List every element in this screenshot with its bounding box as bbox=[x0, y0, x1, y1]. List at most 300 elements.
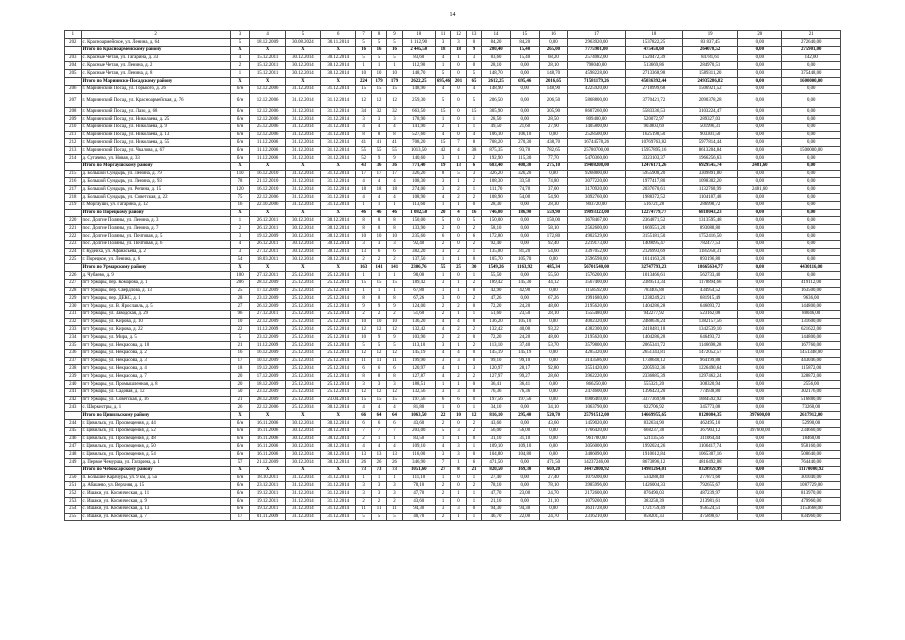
table-cell: 8 bbox=[466, 139, 481, 147]
table-cell: 76,36 bbox=[482, 388, 511, 396]
table-cell: 1966256,63 bbox=[683, 154, 738, 162]
table-cell: 19 bbox=[435, 162, 450, 170]
table-cell: 475458,60 bbox=[625, 46, 682, 54]
table-cell: 27 bbox=[230, 303, 250, 311]
table-cell: б/н bbox=[230, 482, 250, 490]
table-cell: 520,70 bbox=[539, 412, 568, 420]
table-cell: 893088,80 bbox=[683, 225, 738, 233]
table-cell: 1 bbox=[435, 256, 450, 264]
table-cell: 2481,60 bbox=[738, 162, 782, 170]
table-cell: 64 bbox=[371, 412, 386, 420]
table-cell: 110 bbox=[230, 170, 250, 178]
table-cell: 12274779,77 bbox=[625, 209, 682, 217]
table-cell: 264078,52 bbox=[683, 46, 738, 54]
table-cell: 26.12.2011 bbox=[250, 240, 285, 248]
table-row bbox=[65, 443, 841, 451]
table-cell: 8673896,12 bbox=[625, 459, 682, 467]
table-cell: 15957895,16 bbox=[625, 147, 682, 155]
table-row bbox=[65, 240, 841, 248]
table-cell: 2556,00 bbox=[782, 381, 841, 389]
table-cell: 12 bbox=[356, 326, 371, 334]
table-cell: 22.10.2006 bbox=[250, 201, 285, 209]
table-cell: 46,70 bbox=[482, 513, 511, 521]
table-cell: 11.12.2006 bbox=[250, 154, 285, 162]
table-cell: 140,60 bbox=[402, 154, 435, 162]
table-cell: 24,20 bbox=[510, 303, 539, 311]
table-cell: 230 bbox=[65, 303, 82, 311]
table-cell: 12 bbox=[371, 349, 386, 357]
table-cell: 19 bbox=[683, 31, 738, 39]
table-cell: 84,20 bbox=[482, 39, 511, 47]
table-cell: X bbox=[250, 46, 285, 54]
table-cell: 265,00 bbox=[539, 46, 568, 54]
table-cell: 235 bbox=[65, 342, 82, 350]
table-cell: 0,00 bbox=[738, 139, 782, 147]
table-cell: 0 bbox=[451, 108, 466, 116]
table-cell: 30.12.2014 bbox=[321, 427, 356, 435]
table-cell: 30.12.2014 bbox=[321, 70, 356, 78]
table-cell: 250 bbox=[65, 474, 82, 482]
table-cell: 52990,00 bbox=[782, 420, 841, 428]
table-cell: 21 bbox=[230, 342, 250, 350]
table-cell: 0,00 bbox=[738, 482, 782, 490]
table-cell: б/н bbox=[230, 139, 250, 147]
table-cell: пгт Урмары, ул. Кирова, д. 10 bbox=[81, 318, 230, 326]
table-cell: д. Сугачево, ул. Новая, д. 33 bbox=[81, 154, 230, 162]
table-cell: 55 bbox=[371, 147, 386, 155]
table-cell: 9 bbox=[356, 303, 371, 311]
table-cell: X bbox=[285, 77, 320, 85]
table-cell: 224 bbox=[65, 248, 82, 256]
table-cell: 11 bbox=[387, 357, 402, 365]
table-cell: 0,00 bbox=[539, 427, 568, 435]
table-row bbox=[65, 381, 841, 389]
table-cell: 0,00 bbox=[738, 209, 782, 217]
table-cell: 20 bbox=[230, 373, 250, 381]
table-cell: 6 bbox=[451, 396, 466, 404]
table-cell: 15.12.2011 bbox=[250, 70, 285, 78]
table-cell: 66 bbox=[356, 412, 371, 420]
table-cell: 0,00 bbox=[782, 271, 841, 279]
table-cell: 19.12.2011 bbox=[250, 505, 285, 513]
table-cell: пос. Долгие Поляны, ул. Ленина, д. 7 bbox=[81, 225, 230, 233]
table-cell: 1146698,28 bbox=[683, 342, 738, 350]
table-cell: 1 bbox=[451, 54, 466, 62]
table-cell: 18460,00 bbox=[782, 435, 841, 443]
table-cell: 48,00 bbox=[539, 303, 568, 311]
table-cell: 3 bbox=[466, 170, 481, 178]
table-cell: 2065341,72 bbox=[625, 342, 682, 350]
table-cell: 3 bbox=[435, 342, 450, 350]
table-cell: 1 bbox=[371, 271, 386, 279]
table-cell: 21 bbox=[466, 466, 481, 474]
table-cell: 3 bbox=[387, 381, 402, 389]
table-cell: 17 bbox=[230, 513, 250, 521]
table-cell: пгт Урмары, пер. Комарова, д. 1 bbox=[81, 279, 230, 287]
table-cell: 0 bbox=[466, 505, 481, 513]
table-cell: 4 bbox=[435, 85, 450, 93]
table-cell: 13 bbox=[387, 451, 402, 459]
table-cell bbox=[65, 466, 82, 474]
table-cell: 903803,69 bbox=[625, 123, 682, 131]
table-cell: 31.12.2014 bbox=[321, 147, 356, 155]
table-cell: 78,10 bbox=[482, 482, 511, 490]
table-cell: 103,90 bbox=[402, 334, 435, 342]
table-cell: 485,34 bbox=[539, 264, 568, 272]
table-cell: 106,10 bbox=[482, 131, 511, 139]
table-cell: 30.12.2014 bbox=[285, 225, 320, 233]
table-cell: 3985996,00 bbox=[568, 482, 625, 490]
table-cell: 57 bbox=[230, 459, 250, 467]
table-cell: 113,10 bbox=[402, 342, 435, 350]
table-cell: 4 bbox=[451, 318, 466, 326]
table-cell: 30.12.2014 bbox=[321, 256, 356, 264]
table-cell: 43 bbox=[356, 162, 371, 170]
table-cell: 10 bbox=[356, 334, 371, 342]
table-cell: 0,00 bbox=[738, 443, 782, 451]
table-cell: 10 bbox=[371, 318, 386, 326]
table-cell: 30.12.2014 bbox=[321, 62, 356, 70]
table-cell: 12.12.2006 bbox=[250, 115, 285, 123]
table-cell: 1555480,00 bbox=[568, 310, 625, 318]
table-cell: 3 bbox=[435, 154, 450, 162]
table-cell: 46 bbox=[387, 209, 402, 217]
table-cell: п. Большие Карачуры, ул. 9 км, д. 5а bbox=[81, 474, 230, 482]
table-row bbox=[65, 131, 841, 139]
table-cell: 26 bbox=[387, 459, 402, 467]
table-cell: 2 bbox=[356, 435, 371, 443]
table-cell: 228 bbox=[65, 287, 82, 295]
table-cell: 145,19 bbox=[510, 349, 539, 357]
table-cell: 0,00 bbox=[782, 256, 841, 264]
table-row bbox=[65, 232, 841, 240]
table-cell: 0,00 bbox=[738, 123, 782, 131]
table-cell: 192,90 bbox=[482, 154, 511, 162]
table-cell: 31.12.2014 bbox=[285, 85, 320, 93]
table-cell: 0,00 bbox=[738, 287, 782, 295]
table-cell: 0 bbox=[466, 388, 481, 396]
table-cell: 208 bbox=[65, 108, 82, 116]
table-cell: пгт Урмары, ул. Советская, д. 16 bbox=[81, 396, 230, 404]
table-cell: 1451348,00 bbox=[782, 349, 841, 357]
table-cell: 203,00 bbox=[402, 427, 435, 435]
table-cell: 4382300,00 bbox=[568, 326, 625, 334]
table-cell: 31.12.2014 bbox=[285, 498, 320, 506]
table-cell: 3 bbox=[466, 365, 481, 373]
table-cell: 31.12.2014 bbox=[285, 115, 320, 123]
table-cell: д. Чубаево, д. 9 bbox=[81, 271, 230, 279]
table-cell: 92,40 bbox=[539, 240, 568, 248]
table-cell: 25.12.2014 bbox=[285, 334, 320, 342]
table-cell: 111,70 bbox=[482, 186, 511, 194]
table-cell: 1396423,20 bbox=[625, 388, 682, 396]
table-cell: 49,50 bbox=[482, 123, 511, 131]
table-cell: 0,00 bbox=[539, 357, 568, 365]
table-cell: 23.04.2014 bbox=[321, 396, 356, 404]
table-cell: 1 bbox=[466, 186, 481, 194]
table-cell: 0,00 bbox=[782, 108, 841, 116]
table-cell: 10 bbox=[371, 70, 386, 78]
table-cell: 14 bbox=[482, 31, 511, 39]
table-cell: 27,90 bbox=[539, 123, 568, 131]
table-cell: 3 bbox=[451, 39, 466, 47]
table-cell: 163 bbox=[356, 264, 371, 272]
table-cell: 179 bbox=[371, 77, 386, 85]
table-cell: 213 bbox=[65, 147, 82, 155]
table-cell: 2 bbox=[466, 326, 481, 334]
table-cell: 3 bbox=[356, 490, 371, 498]
table-cell: Итого по Цивильскому району bbox=[81, 412, 230, 420]
table-cell: 1 bbox=[435, 404, 450, 412]
table-row bbox=[65, 193, 841, 201]
table-cell: 903301,50 bbox=[683, 131, 738, 139]
table-cell: 2 bbox=[435, 482, 450, 490]
table-cell: 1 bbox=[387, 287, 402, 295]
table-cell: 20 bbox=[230, 381, 250, 389]
table-cell: X bbox=[250, 412, 285, 420]
table-cell: б/н bbox=[230, 108, 250, 116]
table-cell: 22.12.2006 bbox=[250, 404, 285, 412]
table-cell: 137,50 bbox=[402, 256, 435, 264]
table-cell: 0,00 bbox=[738, 62, 782, 70]
table-cell: 708,20 bbox=[482, 139, 511, 147]
table-cell: 15 bbox=[435, 108, 450, 116]
table-cell: 272640,00 bbox=[782, 39, 841, 47]
table-cell: 0,00 bbox=[782, 201, 841, 209]
table-cell: 12 bbox=[356, 388, 371, 396]
table-cell: 220 bbox=[65, 217, 82, 225]
table-cell: 1013466,61 bbox=[625, 271, 682, 279]
table-cell: 516880,00 bbox=[782, 396, 841, 404]
table-cell: 0,00 bbox=[539, 287, 568, 295]
table-cell: X bbox=[230, 162, 250, 170]
table-cell: 2 bbox=[451, 373, 466, 381]
table-cell: 2 bbox=[466, 279, 481, 287]
table-cell: 43,60 bbox=[402, 498, 435, 506]
table-cell: 210 bbox=[65, 123, 82, 131]
table-cell: 0,00 bbox=[782, 123, 841, 131]
table-cell: 99,27 bbox=[510, 373, 539, 381]
table-cell: 0,00 bbox=[738, 459, 782, 467]
table-cell: 17 bbox=[230, 357, 250, 365]
table-cell: 0 bbox=[466, 39, 481, 47]
table-cell: X bbox=[230, 466, 250, 474]
table-cell: 18 bbox=[625, 31, 682, 39]
table-cell: 32747793,23 bbox=[625, 264, 682, 272]
table-cell: 438,70 bbox=[539, 139, 568, 147]
table-cell: 6 bbox=[435, 232, 450, 240]
table-cell: 30.12.2014 bbox=[321, 232, 356, 240]
table-cell: 2 bbox=[356, 310, 371, 318]
table-cell: 0,00 bbox=[738, 295, 782, 303]
table-cell: 2651343,81 bbox=[625, 349, 682, 357]
table-cell: 2 bbox=[451, 334, 466, 342]
table-cell: 0,00 bbox=[510, 70, 539, 78]
table-cell: X bbox=[285, 162, 320, 170]
table-cell: X bbox=[230, 264, 250, 272]
table-cell: 23.12.2009 bbox=[250, 295, 285, 303]
table-cell: 1 bbox=[435, 381, 450, 389]
table-cell: б/н bbox=[230, 154, 250, 162]
table-cell: 0,00 bbox=[782, 193, 841, 201]
table-cell: 31.12.2014 bbox=[285, 108, 320, 116]
table-cell: 73 bbox=[371, 466, 386, 474]
table-cell: 169,30 bbox=[510, 466, 539, 474]
table-cell: 30.12.2014 bbox=[285, 232, 320, 240]
table-row bbox=[65, 295, 841, 303]
table-cell: 30.12.2014 bbox=[285, 459, 320, 467]
table-cell: 148,90 bbox=[482, 85, 511, 93]
table-cell: 0,00 bbox=[738, 93, 782, 108]
table-cell: 3 bbox=[230, 232, 250, 240]
table-cell: 2 bbox=[371, 498, 386, 506]
table-cell: 0,00 bbox=[738, 303, 782, 311]
table-cell: 31.12.2014 bbox=[321, 490, 356, 498]
table-cell: X bbox=[250, 209, 285, 217]
table-cell: 226 bbox=[65, 271, 82, 279]
table-cell: 0,00 bbox=[738, 420, 782, 428]
table-cell: 67,26 bbox=[539, 295, 568, 303]
table-cell: 84,20 bbox=[510, 39, 539, 47]
table-cell: 172,80 bbox=[539, 232, 568, 240]
table-cell: 2 bbox=[466, 178, 481, 186]
table-cell: X bbox=[321, 46, 356, 54]
table-cell: 1 bbox=[466, 474, 481, 482]
table-cell: 1 bbox=[466, 404, 481, 412]
table-cell: 47,70 bbox=[482, 490, 511, 498]
table-cell: 1 bbox=[356, 287, 371, 295]
table-cell: д. Большой Сундырь, ул. Репина, д. 15 bbox=[81, 186, 230, 194]
table-cell: 397600,00 bbox=[738, 427, 782, 435]
table-cell: 31.12.2014 bbox=[285, 139, 320, 147]
table-cell: 5 bbox=[387, 342, 402, 350]
table-cell: X bbox=[250, 264, 285, 272]
table-cell: 6 bbox=[356, 365, 371, 373]
table-cell: 37,00 bbox=[539, 186, 568, 194]
table-cell: 621622,00 bbox=[782, 326, 841, 334]
table-cell: 25.12.2014 bbox=[285, 279, 320, 287]
table-cell: 31.12.2014 bbox=[321, 139, 356, 147]
table-cell: 1 bbox=[435, 474, 450, 482]
table-cell: 30.12.2014 bbox=[285, 435, 320, 443]
table-cell: 4 bbox=[250, 31, 285, 39]
table-cell: 964199,88 bbox=[683, 357, 738, 365]
table-cell: 18 bbox=[435, 46, 450, 54]
table-cell: 30.12.2014 bbox=[285, 427, 320, 435]
table-cell: 206 bbox=[65, 85, 82, 93]
table-cell: 25.12.2014 bbox=[321, 271, 356, 279]
table-cell: 31.12.2014 bbox=[321, 498, 356, 506]
table-cell: 30.11.2014 bbox=[321, 39, 356, 47]
table-cell: 1 bbox=[451, 123, 466, 131]
table-cell: 74,80 bbox=[539, 178, 568, 186]
table-cell: 16 bbox=[230, 349, 250, 357]
table-cell: пгт Урмары, ул. Некрасова, д. 7 bbox=[81, 373, 230, 381]
table-cell: 92,40 bbox=[402, 240, 435, 248]
table-cell: X bbox=[321, 412, 356, 420]
table-cell: 10 bbox=[402, 31, 435, 39]
table-cell: 6 bbox=[371, 365, 386, 373]
table-cell: 99,10 bbox=[510, 357, 539, 365]
table-cell: 25.12.2014 bbox=[321, 279, 356, 287]
table-cell: 141 bbox=[371, 264, 386, 272]
table-cell: 1 bbox=[356, 474, 371, 482]
table-cell: 375448,00 bbox=[782, 70, 841, 78]
table-cell: 201 bbox=[451, 77, 466, 85]
table-cell: 2 bbox=[435, 420, 450, 428]
table-cell: 1087729,00 bbox=[782, 482, 841, 490]
table-cell: 31.12.2014 bbox=[285, 93, 320, 108]
table-cell: 25.12.2014 bbox=[285, 303, 320, 311]
table-cell: 1 bbox=[451, 513, 466, 521]
table-cell: 5 bbox=[466, 217, 481, 225]
table-cell: 221 bbox=[65, 225, 82, 233]
table-cell: 1506921,52 bbox=[683, 85, 738, 93]
table-cell: 30.12.2014 bbox=[321, 54, 356, 62]
table-cell: 0,00 bbox=[738, 357, 782, 365]
table-cell: 55 bbox=[356, 147, 371, 155]
table-row bbox=[65, 427, 841, 435]
table-cell: 24,70 bbox=[539, 490, 568, 498]
table-cell: 8 bbox=[356, 373, 371, 381]
table-cell: 9 bbox=[371, 154, 386, 162]
table-cell: 30.12.2014 bbox=[285, 256, 320, 264]
table-cell: 0 bbox=[451, 482, 466, 490]
table-cell: 115,30 bbox=[510, 154, 539, 162]
table-cell: 1178894,66 bbox=[683, 279, 738, 287]
table-cell: 19.12.2009 bbox=[250, 232, 285, 240]
table-cell: 832634,90 bbox=[625, 420, 682, 428]
table-cell: 36 bbox=[387, 162, 402, 170]
table-cell: 51,60 bbox=[482, 310, 511, 318]
table-cell: 4902529,00 bbox=[568, 232, 625, 240]
table-cell: 2 bbox=[387, 310, 402, 318]
table-cell: 1238249,21 bbox=[625, 295, 682, 303]
table-cell: 3579800,00 bbox=[568, 342, 625, 350]
table-cell: 8 bbox=[371, 131, 386, 139]
table-cell: 18 bbox=[451, 46, 466, 54]
table-cell bbox=[65, 77, 82, 85]
table-cell: 2 bbox=[466, 225, 481, 233]
table-cell: 1 bbox=[451, 459, 466, 467]
table-cell: 1063,50 bbox=[402, 412, 435, 420]
table-cell: 4 bbox=[435, 365, 450, 373]
table-cell: с. Красноармейское, ул. Ленина, д. 64 bbox=[81, 39, 230, 47]
table-cell: 622706,92 bbox=[625, 404, 682, 412]
table-row bbox=[65, 474, 841, 482]
table-cell: 2 bbox=[435, 513, 450, 521]
table-cell: 25.12.2014 bbox=[285, 388, 320, 396]
table-cell: с. Красные Четаи, ул. Ленина, д. 8 bbox=[81, 70, 230, 78]
table-cell: г. Мариинский Посад, ул. Горького, д. 26 bbox=[81, 85, 230, 93]
table-cell: 199,90 bbox=[402, 357, 435, 365]
table-cell: 40,70 bbox=[402, 513, 435, 521]
table-cell: 275901,00 bbox=[782, 46, 841, 54]
table-cell: 23,00 bbox=[510, 490, 539, 498]
table-cell: 26.12.2011 bbox=[250, 225, 285, 233]
table-cell: 11 bbox=[356, 505, 371, 513]
table-cell: 4 bbox=[435, 349, 450, 357]
table-cell: 30.12.2014 bbox=[321, 240, 356, 248]
table-cell: 5 bbox=[466, 93, 481, 108]
table-cell: 4 bbox=[435, 193, 450, 201]
table-cell: 25.12.2014 bbox=[285, 404, 320, 412]
table-cell: г. Мариинский Посад, ул. Чкалова, д. 67 bbox=[81, 147, 230, 155]
table-cell: 217 bbox=[65, 186, 82, 194]
table-cell: 1079200,00 bbox=[568, 474, 625, 482]
table-cell: 112,90 bbox=[402, 62, 435, 70]
table-cell: г. Цивильск, ул. Просвещения, д. 48 bbox=[81, 435, 230, 443]
